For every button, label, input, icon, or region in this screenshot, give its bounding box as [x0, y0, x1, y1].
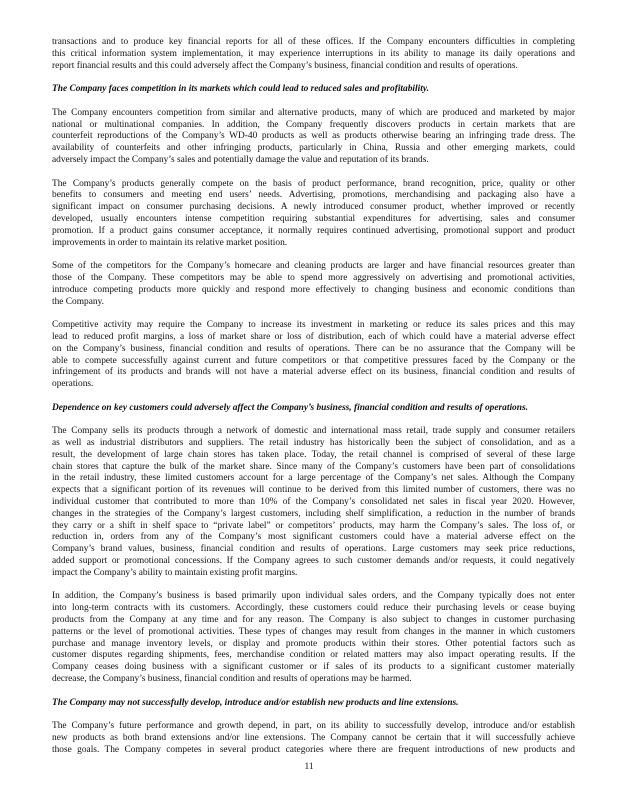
text-line: The Company’s future performance and growth depend, in part, on its ability to successfully develop, introduce and/or establish — [52, 721, 575, 732]
text-line: significant impact on consumer purchasing decisions. A newly introduced consumer product, whether improved or recently — [52, 202, 575, 213]
paragraph — [52, 591, 575, 685]
text-line: infringement of its products and brands will not have a material adverse effect on its business, financial condition and results of — [52, 367, 575, 378]
text-line: this critical information system implementation, it may experience interruptions in its ability to manage its daily operations and — [52, 48, 575, 59]
text-line: The Company’s products generally compete on the basis of product performance, brand recognition, price, quality or other — [52, 178, 575, 189]
text-line: on the Company’s business, financial condition and results of operations. There can be no assurance that the Company will be — [52, 343, 575, 354]
paragraph — [52, 37, 575, 72]
paragraph — [52, 261, 575, 308]
text-line: expects that a significant portion of its revenues will continue to be derived from this limited number of customers, there was no — [52, 485, 575, 496]
text-line: Company ceases doing business with a significant customer or if sales of its products to a significant customer materially — [52, 662, 575, 673]
text-line: report financial results and this could adversely affect the Company’s business, financial condition and results of operations. — [52, 60, 518, 71]
text-line: Competitive activity may require the Company to increase its investment in marketing or reduce its sales prices and this may — [52, 320, 575, 331]
text-line: reduction in, orders from any of the Company’s most significant customers could have a material adverse effect on the — [52, 532, 575, 543]
text-line: result, the development of large chain stores has taken place. Today, the retail channel is comprised of several of these large — [52, 449, 575, 460]
text-line: transactions and to produce key financial reports for all of these offices. If the Company encounters difficulties in completing — [52, 37, 575, 47]
text-line: into long-term contracts with its customers. Accordingly, these customers could reduce their purchasing levels or cease buying — [52, 603, 575, 614]
text-line: those goals. The Company competes in several product categories where there are frequent introductions of new products and — [52, 744, 575, 755]
text-line: The Company encounters competition from similar and alternative products, many of which are produced and marketed by major — [52, 107, 575, 118]
text-line: those of the Company. These competitors may be able to spend more aggressively on advertising and promotional activities, — [52, 272, 575, 283]
text-line: the Company. — [52, 296, 104, 307]
section-heading: The Company faces competition in its markets which could lead to reduced sales and profitability. — [52, 84, 429, 95]
text-line: purchase and manage inventory levels, or display and promote products within their stores. Other potential factors such as — [52, 638, 575, 649]
page-number: 11 — [304, 762, 314, 772]
text-line: customer disputes regarding shipments, fees, merchandise condition or related matters may also impact operating results. If the — [52, 650, 575, 661]
paragraph — [52, 426, 575, 579]
text-line: promotion. If a product gains consumer acceptance, it normally requires continued advertising, promotional support and product — [52, 225, 575, 236]
paragraph — [52, 721, 575, 756]
text-line: The Company sells its products through a network of domestic and international mass retail, trade supply and consumer retailers — [52, 426, 575, 437]
text-line: In addition, the Company’s business is based primarily upon individual sales orders, and the Company typically does not enter — [52, 591, 575, 602]
text-line: chain stores that capture the bulk of the market share. Since many of the Company’s customers have been part of consolidations — [52, 461, 575, 472]
text-line: availability of counterfeits and other infringing products, particularly in China, Russia and other emerging markets, could — [52, 143, 575, 154]
text-line: benefits to consumers and meeting end users’ needs. Advertising, promotions, merchandising and packaging also have a — [52, 190, 575, 201]
text-line: decrease, the Company’s business, financial condition and results of operations may be harmed. — [52, 674, 412, 685]
text-line: operations. — [52, 379, 94, 390]
text-line: they carry or a shift in shelf space to “private label” or competitors’ products, may harm the Company’s sales. The loss of, or — [52, 520, 575, 531]
text-line: as well as industrial distributors and suppliers. The retail industry has historically been the subject of consolidation, and as a — [52, 438, 575, 449]
paragraph — [52, 320, 575, 391]
paragraph — [52, 179, 575, 250]
text-line: changes in the strategies of the Company’s largest customers, including shelf simplification, a reduction in the number of brands — [52, 508, 575, 519]
text-line: patterns or the level of promotional activities. These types of changes may result from changes in the manner in which customers — [52, 626, 575, 637]
text-line: developed, usually encounters intense competition requiring substantial expenditures for advertising, sales and consumer — [52, 213, 575, 224]
section-heading: The Company may not successfully develop, introduce and/or establish new products and line extensions. — [52, 697, 459, 708]
text-line: Some of the competitors for the Company’s homecare and cleaning products are larger and have financial resources greater than — [52, 261, 575, 272]
text-line: improvements in order to maintain its relative market position. — [52, 237, 288, 248]
text-line: adversely impact the Company’s sales and potentially damage the value and reputation of its brands. — [52, 154, 429, 165]
text-line: introduce competing products more quickly and respond more effectively to changing business and economic conditions than — [52, 284, 575, 295]
text-line: individual customer that contributed to more than 10% of the Company’s consolidated net sales in fiscal year 2020. However, — [52, 497, 575, 508]
text-line: counterfeit reproductions of the Company’s WD-40 products as well as products otherwise bearing an infringing trade dress. The — [52, 131, 575, 142]
text-line: impact the Company’s ability to maintain existing profit margins. — [52, 567, 298, 578]
document-page — [52, 37, 575, 768]
text-line: products from the Company at any time and for any reason. The Company is also subject to changes in customer purchasing — [52, 615, 575, 626]
text-line: national or multinational companies. In addition, the Company frequently discovers products in certain markets that are — [52, 119, 575, 130]
text-line: lead to reduced profit margins, a loss of market share or loss of distribution, each of which could have a material adverse effect — [52, 331, 575, 342]
text-line: in the retail industry, these limited customers account for a large percentage of the Company’s net sales. Although the Company — [52, 473, 575, 484]
section-heading: Dependence on key customers could adversely affect the Company’s business, financial condition and results of operations. — [52, 402, 528, 413]
paragraph — [52, 108, 575, 167]
text-line: new products as both brand extensions and/or line extensions. The Company cannot be certain that it will successfully achieve — [52, 733, 575, 744]
text-line: Company’s brand values, business, financial condition and results of operations. Large customers may seek price reductions, — [52, 544, 575, 555]
text-line: added support or promotional concessions. If the Company agrees to such customer demands and/or requests, it could negatively — [52, 556, 575, 567]
text-line: able to compete successfully against current and future competitors or that competitive pressures faced by the Company or the — [52, 355, 575, 366]
